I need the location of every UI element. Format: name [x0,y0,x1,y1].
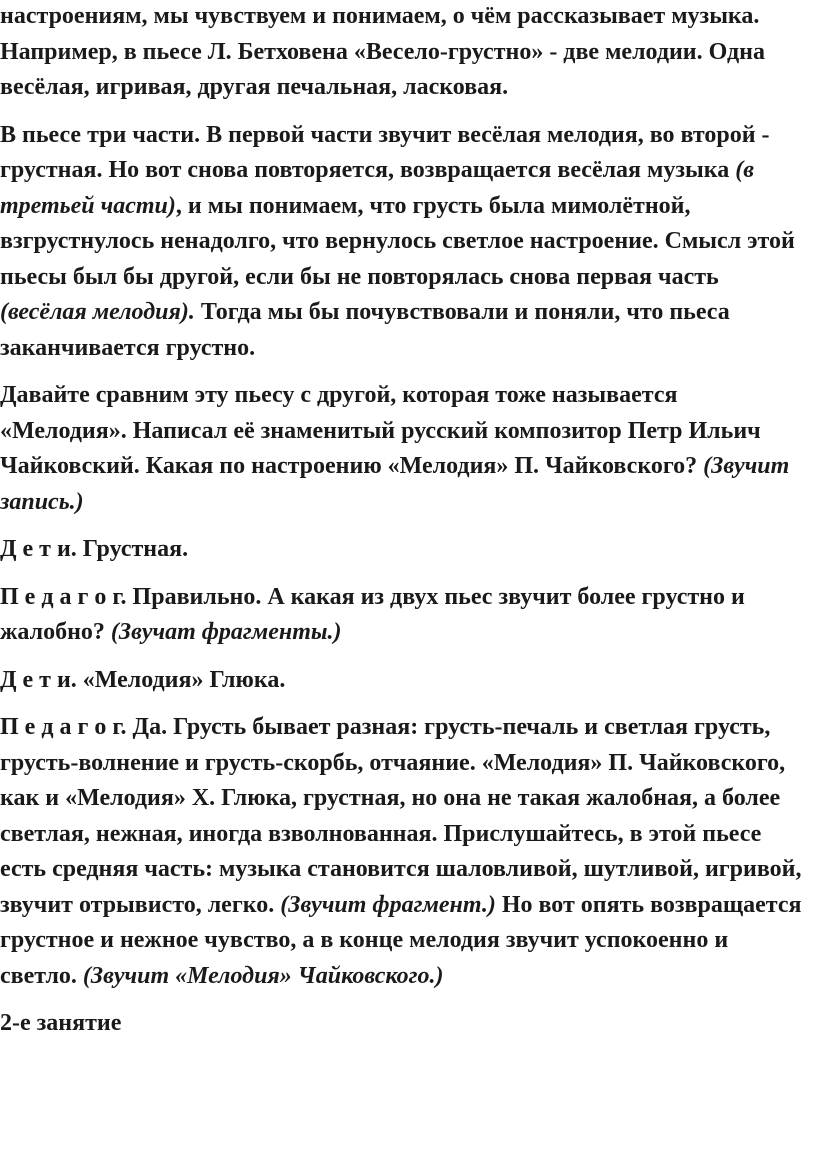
paragraph-tchaikovsky-compare [0,378,810,520]
text-segment: 2-е занятие [0,1010,122,1036]
italic-remark: (Звучат фрагменты.) [110,619,342,645]
text-segment: Д е т и. Грустная. [0,536,189,562]
text-segment: В пьесе три части. В первой части звучит весёлая мелодия, во второй - грустная. Но вот снова повторяется, возвращается весёлая музыка [0,121,770,183]
paragraph-three-parts [0,118,810,367]
text-segment: Тогда мы бы почувствовали и поняли, что пьеса заканчивается грустно. [0,299,730,361]
italic-remark: (весёлая мелодия). [0,299,195,325]
paragraph-teacher-question [0,580,810,651]
italic-remark: (в третьей части) [0,157,754,219]
text-segment: Давайте сравним эту пьесу с другой, которая тоже называется «Мелодия». Написал её знаменитый русский композитор Петр Ильич Чайковский. Какая по настроению «Мелодия» П. Чайковского? [0,382,761,479]
paragraph-beethoven-intro [0,0,810,106]
text-segment: П е д а г о г. Да. Грусть бывает разная: грусть-печаль и светлая грусть, грусть-волнение и грусть-скорбь, отчаяние. «Мелодия» П. Чайковского, как и «Мелодия» Х. Глюка, грустная, но она не такая жалобная, а более светлая, нежная, иногда взволнованная. Прислушайтесь, в этой пьесе есть средняя часть: музыка становится шаловливой, шутливой, игривой, звучит отрывисто, легко. [0,714,802,918]
paragraph-teacher-explanation [0,710,810,994]
text-segment: , и мы понимаем, что грусть была мимолётной, взгрустнулось ненадолго, что вернулось светлое настроение. Смысл этой пьесы был бы другой, если бы не повторялась снова первая часть [0,192,795,290]
text-segment: настроениям, мы чувствуем и понимаем, о чём рассказывает музыка. Например, в пьесе Л. Бетховена «Весело-грустно» - две мелодии. Одна весёлая, игривая, другая печальная, ласковая. [0,3,765,100]
italic-remark: (Звучит «Мелодия» Чайковского.) [82,962,444,989]
italic-remark: (Звучит запись.) [0,453,790,515]
paragraph-children-answer-1 [0,532,810,568]
text-segment: Д е т и. «Мелодия» Глюка. [0,666,286,693]
italic-remark: (Звучит фрагмент.) [280,891,496,918]
paragraph-children-answer-2 [0,663,810,699]
text-segment: П е д а г о г. Правильно. А какая из двух пьес звучит более грустно и жалобно? [0,583,745,645]
text-segment: Но вот опять возвращается грустное и нежное чувство, а в конце мелодия звучит успокоенно и светло. [0,891,802,989]
section-heading-lesson-2 [0,1006,810,1042]
